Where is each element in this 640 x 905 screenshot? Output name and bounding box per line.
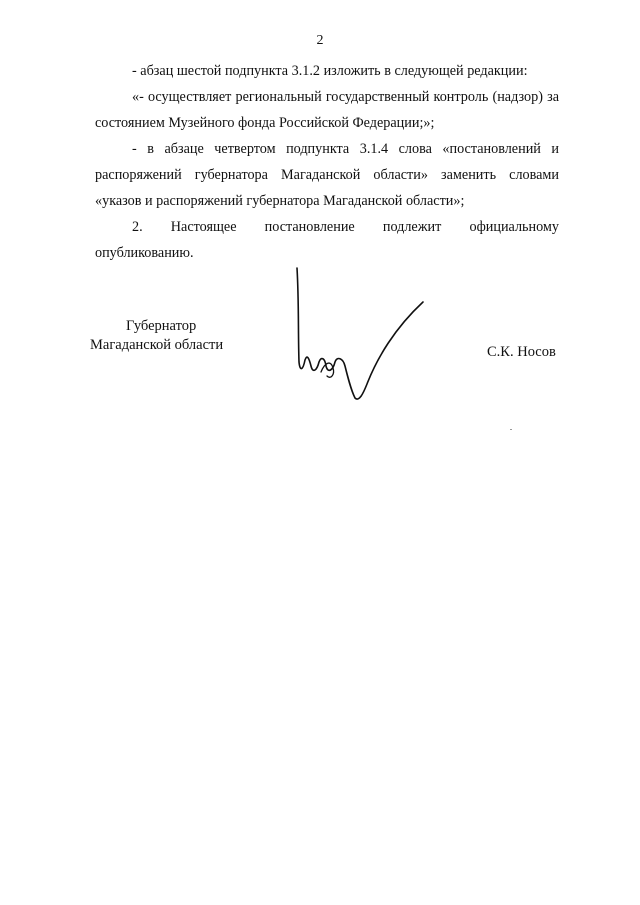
document-body <box>95 58 559 266</box>
signatory-position <box>90 317 230 355</box>
signatory-position-line1: Губернатор <box>126 318 197 334</box>
page-number: 2 <box>316 33 324 48</box>
handwritten-signature <box>285 262 435 412</box>
scan-mark <box>510 429 512 430</box>
signature-stroke <box>297 268 423 399</box>
paragraph-publication: 2. Настоящее постановление подлежит официальному опубликованию. <box>95 219 559 261</box>
paragraph-amend-3-1-2: - абзац шестой подпункта 3.1.2 изложить в следующей редакции: <box>132 63 528 79</box>
paragraph-quoted-text: «- осуществляет региональный государственный контроль (надзор) за состоянием Музейного фонда Российской Федерации;»; <box>95 89 559 131</box>
paragraph-amend-3-1-4: - в абзаце четвертом подпункта 3.1.4 слова «постановлений и распоряжений губернатора Магаданской области» заменить словами «указов и распоряжений губернатора Магаданской области»; <box>95 141 559 209</box>
signatory-name: С.К. Носов <box>487 344 556 360</box>
signatory-position-line2: Магаданской области <box>90 337 224 353</box>
